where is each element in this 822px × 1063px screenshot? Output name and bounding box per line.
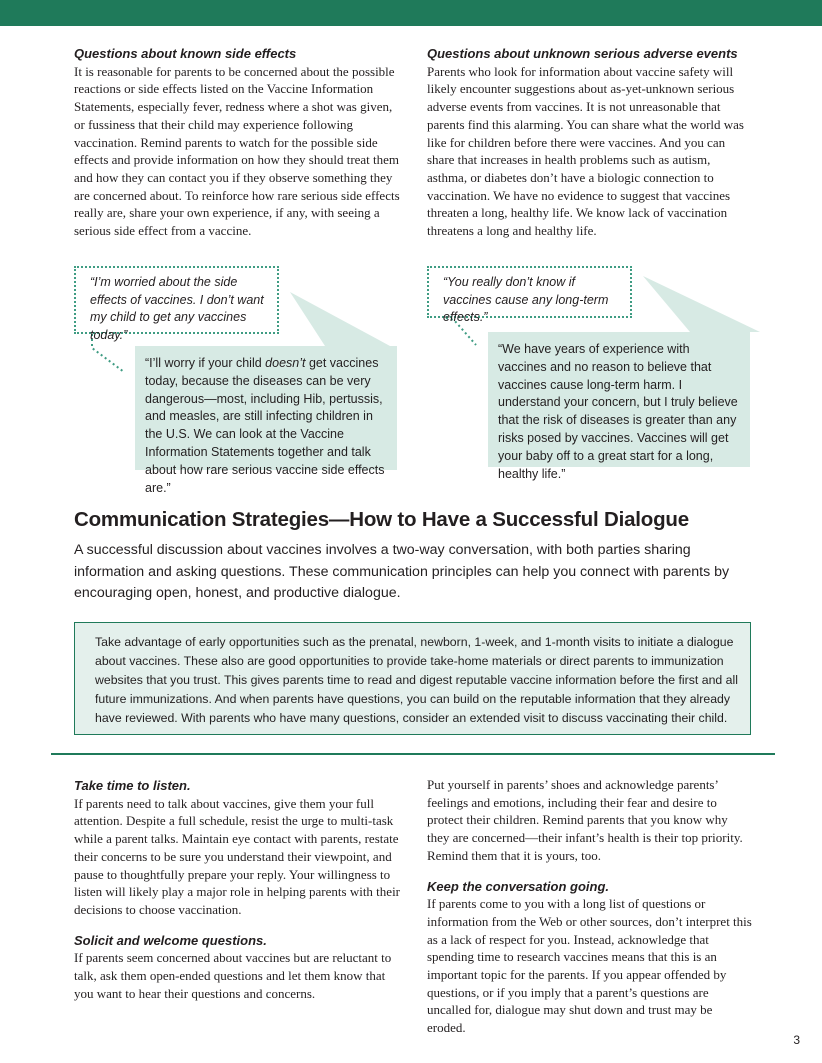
take-time-to-listen-heading: Take time to listen.	[74, 778, 191, 793]
shoes-paragraph: Put yourself in parents’ shoes and acknowledge parents’ feelings and emotions, including their fear and desire to protect their children. Remind parents that you know why they are concerned—their infant’s health is their top priority. Remind them that it is yours, too.	[427, 777, 743, 863]
unknown-adverse-events-body: Parents who look for information about vaccine safety will likely encounter suggestions about as-yet-unknown serious adverse events from vaccines. It is not unreasonable that parents find this alarming. You can share what the world was like for children before there were vaccines. And you can share that increases in health problems such as autism, asthma, or diabetes don’t have a biologic connection to vaccination. We have no evidence to suggest that vaccines threaten a long, healthy life. We know lack of vaccination threatens a long and healthy life.	[427, 63, 744, 239]
bottom-left-column	[74, 777, 404, 1002]
known-side-effects-heading: Questions about known side effects	[74, 46, 297, 61]
right-doctor-reply: “We have years of experience with vaccines and no reason to believe that vaccines cause long-term harm. I understand your concern, but I truly believe that the risk of diseases is greater than any risks posed by vaccines. Vaccines will get your baby off to a great start for a long, healthy life.”	[498, 342, 738, 481]
section-title: Communication Strategies—How to Have a Successful Dialogue	[74, 508, 689, 531]
left-doctor-reply-end: get vaccines today, because the diseases can be very dangerous—most, including Hib, pertussis, and measles, are still infecting children in the U.S. We can look at the Vaccine Information Statements together and talk about how rare serious vaccine side effects are.”	[145, 356, 385, 495]
left-doctor-reply-emphasis: doesn’t	[265, 356, 306, 370]
callout-box	[74, 622, 751, 735]
right-parent-quote-bubble	[427, 266, 632, 324]
section-divider	[51, 753, 775, 755]
section-intro: A successful discussion about vaccines involves a two-way conversation, with both parties sharing information and asking questions. These communication principles can help you connect with parents by encouraging open, honest, and productive dialogue.	[74, 542, 730, 601]
solicit-questions-body: If parents seem concerned about vaccines but are reluctant to talk, ask them open-ended questions and let them know that you want to hear their questions and concerns.	[74, 950, 392, 1001]
keep-conversation-heading: Keep the conversation going.	[427, 878, 610, 894]
left-doctor-reply-bubble	[135, 346, 397, 495]
right-doctor-reply-bubble	[488, 332, 750, 481]
bottom-right-column	[427, 776, 752, 1037]
right-parent-quote: “You really don’t know if vaccines cause any long-term effects.”	[443, 275, 609, 324]
solicit-questions-heading: Solicit and welcome questions.	[74, 932, 267, 948]
left-doctor-reply-start: “I’ll worry if your child	[145, 356, 266, 370]
left-doctor-bubble-tail	[290, 292, 390, 346]
known-side-effects-body: It is reasonable for parents to be concerned about the possible reactions or side effects listed on the Vaccine Information Statements, especially fever, redness where a shot was given, or fussiness that their child may experience following vaccination. Remind parents to watch for the possible side effects and provide information on how they should treat them and how they can contact you if they observe something they are concerned about. To reinforce how rare serious side effects really are, share your own experience, if any, with seeing a serious side effect from a vaccine.	[74, 63, 400, 239]
right-doctor-bubble-tail	[643, 276, 760, 332]
callout-text: Take advantage of early opportunities such as the prenatal, newborn, 1-week, and 1-month visits to initiate a dialogue about vaccines. These also are good opportunities to provide take-home materials or direct parents to immunization websites that you trust. This gives parents time to read and digest reputable vaccine information before the first and all future immunizations. And when parents have questions, you can build on the reputable information that they already have reviewed. With parents who have many questions, consider an extended visit to discuss vaccinating their child.	[95, 635, 738, 725]
left-parent-quote-bubble	[74, 266, 279, 342]
keep-conversation-body: If parents come to you with a long list of questions or information from the Web or other sources, don’t interpret this as a lack of respect for you. Instead, acknowledge that spending time to research vaccines means that this is an important topic for the parents. If you appear offended by questions, or if you imply that a parent’s questions are uncalled for, dialogue may shut down and trust may be eroded.	[427, 896, 752, 1036]
unknown-adverse-events-heading: Questions about unknown serious adverse events	[427, 46, 738, 61]
take-time-to-listen-body: If parents need to talk about vaccines, give them your full attention. Despite a full schedule, resist the urge to multi-task while a parent talks. Maintain eye contact with parents, restate their concerns to be sure you understand their viewpoint, and pause to thoughtfully prepare your reply. Your willingness to listen will likely play a major role in helping parents with their decisions to choose vaccination.	[74, 795, 401, 917]
page-number: 3	[793, 1033, 800, 1047]
left-parent-quote: “I’m worried about the side effects of vaccines. I don’t want my child to get any vaccines today.”	[90, 275, 264, 342]
